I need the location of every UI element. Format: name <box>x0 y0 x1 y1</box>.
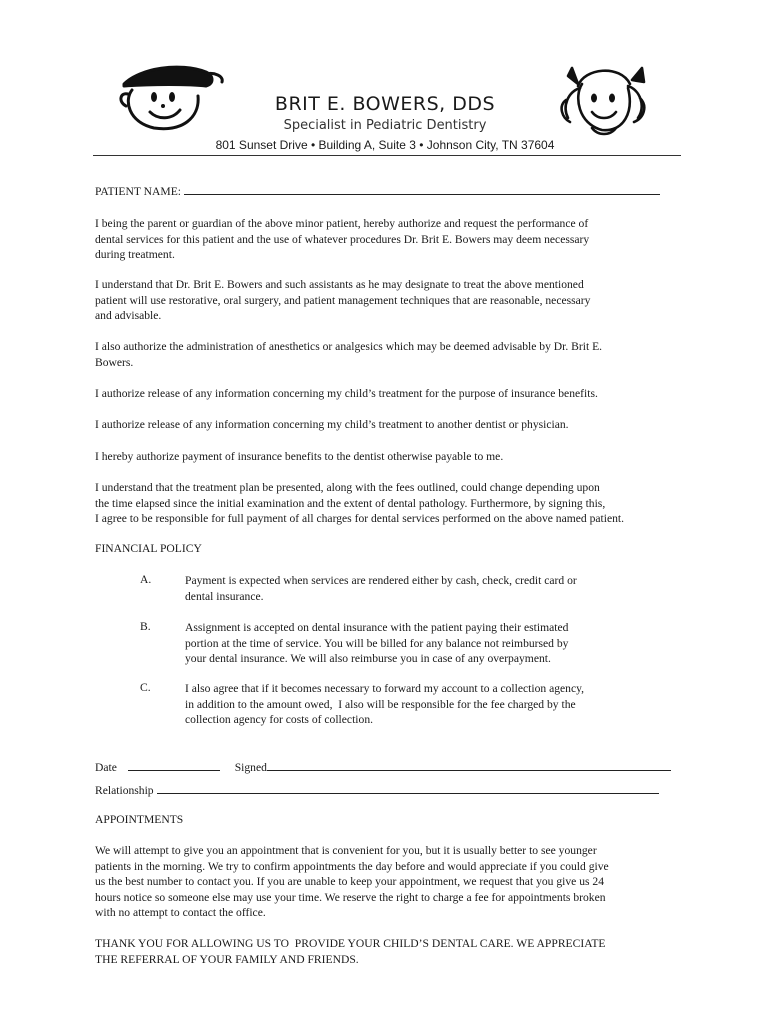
appointments-paragraph <box>95 843 675 921</box>
text-line: the time elapsed since the initial examination and the extent of dental pathology. Furthermore, by signing this, <box>95 496 606 510</box>
text-line: We will attempt to give you an appointment that is convenient for you, but it is usually better to see younger <box>95 844 597 857</box>
text-line: I agree to be responsible for full payment of all charges for dental services performed on the above named patient. <box>95 512 625 525</box>
date-label: Date <box>95 761 117 774</box>
consent-paragraph <box>95 386 675 402</box>
financial-policy-heading: FINANCIAL POLICY <box>95 542 202 555</box>
practice-tagline: Specialist in Pediatric Dentistry <box>283 118 487 133</box>
patient-name-label: PATIENT NAME: <box>95 185 181 198</box>
signature-field[interactable] <box>267 759 671 771</box>
text-line: I also agree that if it becomes necessary to forward my account to a collection agency, <box>185 682 585 695</box>
date-signed-row <box>95 759 675 776</box>
text-line: I authorize release of any information concerning my child’s treatment to another dentist or physician. <box>95 418 569 431</box>
relationship-row <box>95 782 675 799</box>
text-line: collection agency for costs of collection. <box>185 713 374 726</box>
text-line: THANK YOU FOR ALLOWING US TO PROVIDE YOUR CHILD’S DENTAL CARE. WE APPRECIATE <box>95 937 606 950</box>
patient-name-field[interactable] <box>184 183 660 195</box>
relationship-field[interactable] <box>157 782 659 794</box>
header-divider <box>93 155 681 156</box>
text-line: portion at the time of service. You will be billed for any balance not reimbursed by <box>185 636 569 650</box>
appointments-heading: APPOINTMENTS <box>95 813 184 826</box>
closing-statement <box>95 936 675 967</box>
patient-name-row <box>95 183 675 200</box>
policy-item-text <box>185 681 645 728</box>
consent-paragraph <box>95 480 675 527</box>
text-line: and advisable. <box>95 309 162 322</box>
text-line: us the best number to contact you. If you are unable to keep your appointment, we request that you give us 24 <box>95 875 605 888</box>
practice-name: BRIT E. BOWERS, DDS <box>274 93 496 115</box>
text-line: I understand that the treatment plan be presented, along with the fees outlined, could change depending upon <box>95 481 600 494</box>
text-line: during treatment. <box>95 248 175 261</box>
date-field[interactable] <box>128 759 220 771</box>
text-line: Bowers. <box>95 355 134 369</box>
consent-paragraph <box>95 216 675 263</box>
policy-item-letter: C. <box>140 681 151 694</box>
consent-paragraph <box>95 277 675 324</box>
policy-item-letter: A. <box>140 573 152 586</box>
policy-item-letter: B. <box>140 620 151 633</box>
text-line: with no attempt to contact the office. <box>95 906 266 919</box>
practice-address: 801 Sunset Drive • Building A, Suite 3 • Johnson City, TN 37604 <box>215 138 555 152</box>
consent-paragraph <box>95 449 675 465</box>
text-line: patients in the morning. We try to confirm appointments the day before and would appreciate if you could give <box>95 859 609 873</box>
text-line: in addition to the amount owed, I also will be responsible for the fee charged by the <box>185 697 576 711</box>
consent-paragraph <box>95 339 675 370</box>
text-line: dental services for this patient and the use of whatever procedures Dr. Brit E. Bowers may deem necessary <box>95 232 590 246</box>
consent-paragraph <box>95 417 675 433</box>
text-line: Payment is expected when services are rendered either by cash, check, credit card or <box>185 574 577 587</box>
policy-item-text <box>185 573 645 604</box>
relationship-label: Relationship <box>95 784 154 797</box>
text-line: patient will use restorative, oral surgery, and patient management techniques that are reasonable, necessary <box>95 293 591 307</box>
text-line: I authorize release of any information concerning my child’s treatment for the purpose of insurance benefits. <box>95 387 598 400</box>
text-line: I hereby authorize payment of insurance benefits to the dentist otherwise payable to me. <box>95 450 504 463</box>
text-line: dental insurance. <box>185 589 264 603</box>
text-line: I also authorize the administration of anesthetics or analgesics which may be deemed advisable by Dr. Brit E. <box>95 340 603 353</box>
signed-label: Signed <box>234 761 267 774</box>
text-line: Assignment is accepted on dental insurance with the patient paying their estimated <box>185 621 569 634</box>
text-line: your dental insurance. We will also reimburse you in case of any overpayment. <box>185 652 551 665</box>
text-line: I being the parent or guardian of the above minor patient, hereby authorize and request the performance of <box>95 217 589 230</box>
policy-item-text <box>185 620 645 667</box>
text-line: THE REFERRAL OF YOUR FAMILY AND FRIENDS. <box>95 952 359 966</box>
text-line: hours notice so someone else may use your time. We reserve the right to charge a fee for appointments broken <box>95 890 606 904</box>
text-line: I understand that Dr. Brit E. Bowers and such assistants as he may designate to treat the above mentioned <box>95 278 584 291</box>
